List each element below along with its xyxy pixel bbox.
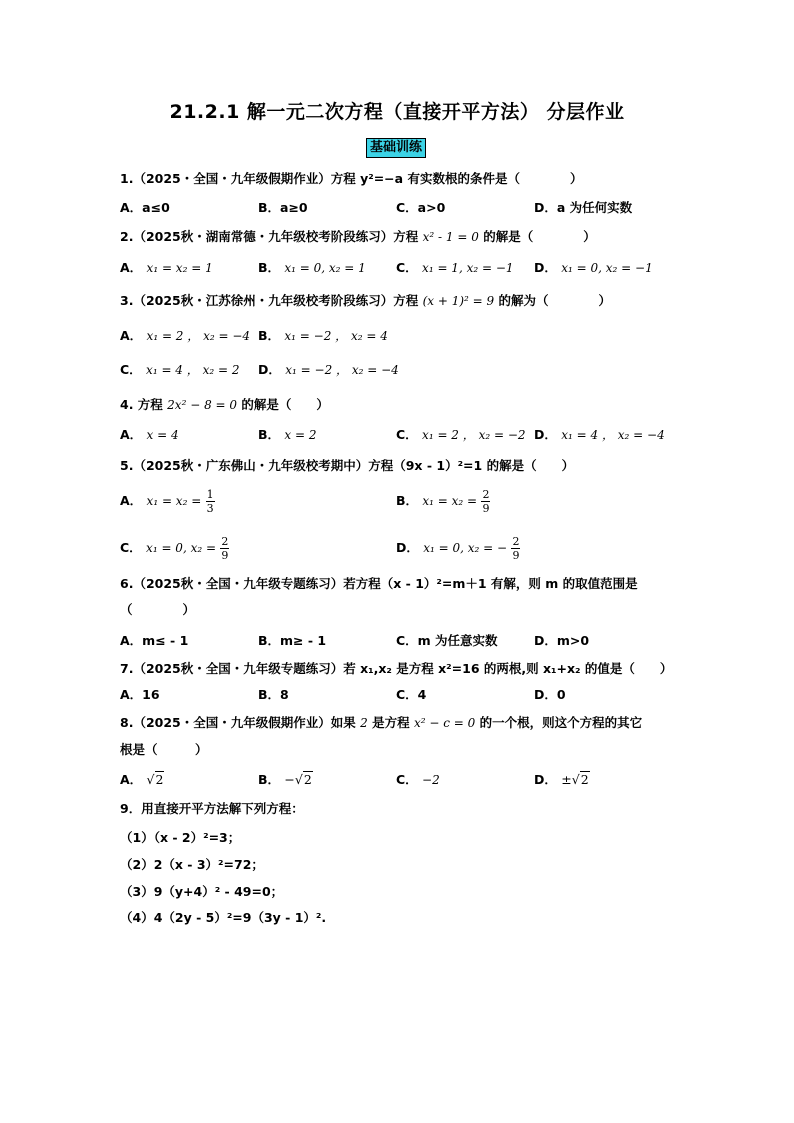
q4-option-b <box>258 426 316 444</box>
q2-option-b-math: x₁ = 0, x₂ = 1 <box>284 261 366 275</box>
radicand: 2 <box>303 772 312 787</box>
q3-stem-post: 的解为（ ） <box>498 293 612 308</box>
q6-option-a: A．m≤ - 1 <box>120 633 189 648</box>
q8-stem-mid: 是方程 <box>372 715 410 730</box>
q8-stem-post: 的一个根，则这个方程的其它 <box>479 715 643 730</box>
q4-option-c <box>396 426 526 444</box>
q5-option-a-math: x₁ = x₂ = <box>146 494 202 508</box>
q2-option-c <box>396 259 514 277</box>
q9-item-3: （3）9（y+4）² - 49=0； <box>120 884 284 899</box>
fraction-denominator: 9 <box>482 502 490 515</box>
question-6-stem-cont: （ ） <box>120 602 196 617</box>
q4-option-a <box>120 426 179 444</box>
q3-option-d-label: D． <box>258 362 281 377</box>
question-1-stem: 1.（2025・全国・九年级假期作业）方程 y²=−a 有实数根的条件是（ ） <box>120 171 583 186</box>
q7-option-d: D．0 <box>534 687 566 702</box>
q9-item-2: （2）2（x - 3）²=72； <box>120 857 264 872</box>
q4-stem-equation: 2x² − 8 = 0 <box>167 398 238 412</box>
q6-option-c: C．m 为任意实数 <box>396 633 498 648</box>
q8-option-b-label: B． <box>258 772 281 787</box>
q8-option-c <box>396 771 440 789</box>
q9-item-1: （1）（x - 2）²=3； <box>120 830 241 845</box>
q8-stem-root: 2 <box>360 716 368 730</box>
radicand: 2 <box>155 772 164 787</box>
q5-option-d <box>396 535 520 562</box>
q3-option-a-label: A． <box>120 328 143 343</box>
q3-option-c-label: C． <box>120 362 142 377</box>
q8-option-a-sqrt: √2 <box>146 772 164 787</box>
q8-option-b <box>258 771 313 789</box>
q2-option-d-label: D． <box>534 260 557 275</box>
q4-option-d-label: D． <box>534 427 557 442</box>
q2-option-b <box>258 259 366 277</box>
q5-option-b-fraction <box>481 488 490 515</box>
q8-option-d-sqrt: ±√2 <box>561 772 589 787</box>
q3-option-a-math: x₁ = 2 ， x₂ = −4 <box>146 329 251 343</box>
q6-option-b: B．m≥ - 1 <box>258 633 327 648</box>
q2-option-b-label: B． <box>258 260 281 275</box>
question-3-stem <box>120 292 611 310</box>
q5-option-d-label: D． <box>396 540 419 555</box>
q5-option-d-fraction <box>511 535 520 562</box>
q5-option-a-label: A． <box>120 493 143 508</box>
q5-option-d-math: x₁ = 0, x₂ = − <box>423 541 508 555</box>
fraction-numerator: 1 <box>206 488 214 501</box>
fraction-denominator: 9 <box>221 549 229 562</box>
q5-option-c-fraction <box>220 535 229 562</box>
q2-option-c-math: x₁ = 1, x₂ = −1 <box>422 261 514 275</box>
q8-option-b-sqrt: −√2 <box>284 772 312 787</box>
q2-stem-equation: x² - 1 = 0 <box>422 230 479 244</box>
q4-option-a-math: x = 4 <box>146 428 179 442</box>
fraction-numerator: 2 <box>482 488 490 501</box>
q3-option-d <box>258 361 399 379</box>
q5-option-b-math: x₁ = x₂ = <box>422 494 478 508</box>
q2-stem-pre: 2.（2025秋・湖南常德・九年级校考阶段练习）方程 <box>120 229 419 244</box>
q3-option-a <box>120 327 250 345</box>
q4-stem-pre: 4. 方程 <box>120 397 163 412</box>
q4-option-d <box>534 426 665 444</box>
fraction-numerator: 2 <box>221 535 229 548</box>
q6-option-d: D．m>0 <box>534 633 590 648</box>
q3-option-b-label: B． <box>258 328 281 343</box>
q4-option-b-label: B． <box>258 427 281 442</box>
question-8-stem <box>120 714 642 732</box>
q8-stem-equation: x² − c = 0 <box>413 716 476 730</box>
q4-option-c-label: C． <box>396 427 418 442</box>
q5-option-a-fraction <box>206 488 215 515</box>
q3-option-c-math: x₁ = 4 ， x₂ = 2 <box>146 363 240 377</box>
fraction-numerator: 2 <box>512 535 520 548</box>
q5-option-c-label: C． <box>120 540 142 555</box>
q7-option-b: B．8 <box>258 687 289 702</box>
q2-option-a-label: A． <box>120 260 143 275</box>
question-6-stem: 6.（2025秋・全国・九年级专题练习）若方程（x - 1）²=m＋1 有解，则 m 的取值范围是 <box>120 576 638 591</box>
q7-option-a: A．16 <box>120 687 160 702</box>
q4-option-a-label: A． <box>120 427 143 442</box>
q2-stem-post: 的解是（ ） <box>483 229 596 244</box>
q5-option-b-label: B． <box>396 493 419 508</box>
question-4-stem <box>120 396 329 414</box>
radicand: 2 <box>580 772 589 787</box>
q4-option-b-math: x = 2 <box>284 428 317 442</box>
q5-option-c-math: x₁ = 0, x₂ = <box>146 541 217 555</box>
q8-option-d-label: D． <box>534 772 557 787</box>
q8-option-a <box>120 771 164 789</box>
q2-option-a <box>120 259 213 277</box>
q1-option-b: B．a≥0 <box>258 200 308 215</box>
q8-option-c-math: −2 <box>422 773 440 787</box>
q1-option-c: C．a>0 <box>396 200 446 215</box>
q1-option-d: D．a 为任何实数 <box>534 200 633 215</box>
q5-option-c <box>120 535 229 562</box>
q8-option-c-label: C． <box>396 772 418 787</box>
question-2-stem <box>120 228 596 246</box>
q1-option-a: A．a≤0 <box>120 200 170 215</box>
q7-option-c: C．4 <box>396 687 427 702</box>
q2-option-d <box>534 259 653 277</box>
q5-option-b <box>396 488 490 515</box>
page-title: 21.2.1 解一元二次方程（直接开平方法） 分层作业 <box>169 101 625 123</box>
q2-option-d-math: x₁ = 0, x₂ = −1 <box>561 261 653 275</box>
section-badge: 基础训练 <box>366 138 426 158</box>
q4-option-c-math: x₁ = 2 ， x₂ = −2 <box>422 428 526 442</box>
question-5-stem: 5.（2025秋・广东佛山・九年级校考期中）方程（9x - 1）²=1 的解是（ ） <box>120 458 575 473</box>
q2-option-c-label: C． <box>396 260 418 275</box>
question-9-stem: 9．用直接开平方法解下列方程： <box>120 801 304 816</box>
q3-option-b <box>258 327 388 345</box>
q8-stem-pre: 8.（2025・全国・九年级假期作业）如果 <box>120 715 356 730</box>
q2-option-a-math: x₁ = x₂ = 1 <box>146 261 213 275</box>
fraction-denominator: 3 <box>206 502 214 515</box>
q9-item-4: （4）4（2y - 5）²=9（3y - 1）². <box>120 910 327 925</box>
q3-stem-equation: (x + 1)² = 9 <box>422 294 495 308</box>
q4-option-d-math: x₁ = 4 ， x₂ = −4 <box>561 428 665 442</box>
q8-option-a-label: A． <box>120 772 143 787</box>
q5-option-a <box>120 488 215 515</box>
q4-stem-post: 的解是（ ） <box>241 397 329 412</box>
q3-option-b-math: x₁ = −2 ， x₂ = 4 <box>284 329 388 343</box>
q8-option-d <box>534 771 590 789</box>
q3-option-c <box>120 361 239 379</box>
q3-option-d-math: x₁ = −2 ， x₂ = −4 <box>285 363 399 377</box>
q3-stem-pre: 3.（2025秋・江苏徐州・九年级校考阶段练习）方程 <box>120 293 419 308</box>
question-8-stem-cont: 根是（ ） <box>120 742 208 757</box>
question-7-stem: 7.（2025秋・全国・九年级专题练习）若 x₁,x₂ 是方程 x²=16 的两根,则 x₁+x₂ 的值是（ ） <box>120 661 673 676</box>
fraction-denominator: 9 <box>512 549 520 562</box>
